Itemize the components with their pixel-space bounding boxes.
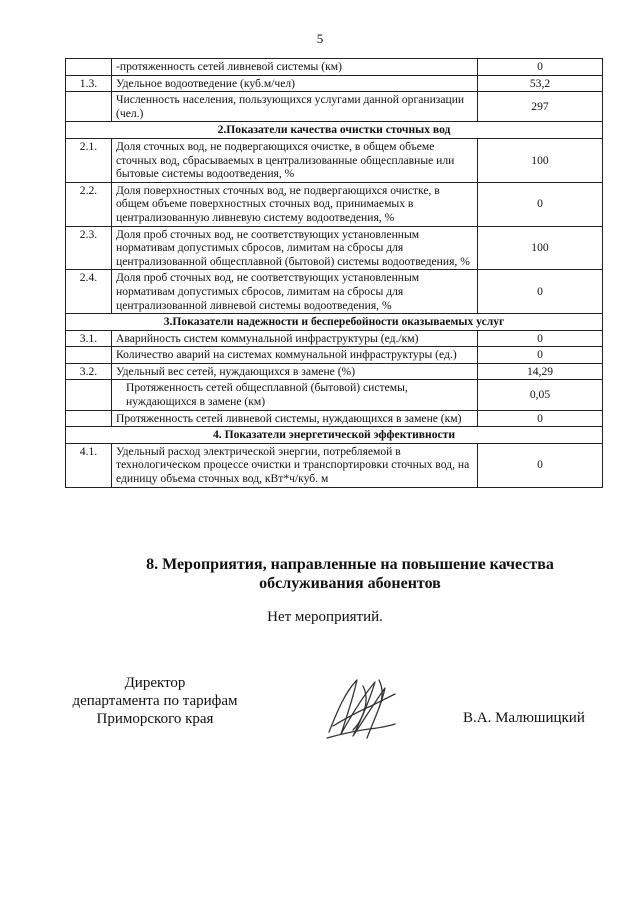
indicator-value: 297 bbox=[478, 92, 603, 122]
indicator-value: 0 bbox=[478, 443, 603, 487]
section-title: 3.Показатели надежности и бесперебойности оказываемых услуг bbox=[66, 314, 603, 331]
section-heading bbox=[0, 555, 640, 593]
row-number: 2.4. bbox=[66, 270, 112, 314]
indicator-name: Численность населения, пользующихся услугами данной организации (чел.) bbox=[112, 92, 478, 122]
indicator-name: Доля поверхностных сточных вод, не подвергающихся очистке, в общем объеме поверхностных сточных вод, принимаемых в централизованную ливневую систему водоотведения, % bbox=[112, 182, 478, 226]
handwritten-signature bbox=[323, 672, 399, 744]
table-row bbox=[66, 182, 603, 226]
row-number: 1.3. bbox=[66, 75, 112, 92]
section-title: 4. Показатели энергетической эффективности bbox=[66, 427, 603, 444]
indicator-name: Доля проб сточных вод, не соответствующих установленным нормативам допустимых сбросов, лимитам на сбросы для централизованной общесплавной (бытовой) системы водоотведения, % bbox=[112, 226, 478, 270]
row-number bbox=[66, 380, 112, 410]
row-number: 3.1. bbox=[66, 330, 112, 347]
indicator-value: 0 bbox=[478, 59, 603, 76]
row-number bbox=[66, 92, 112, 122]
indicator-value: 0 bbox=[478, 410, 603, 427]
table-row bbox=[66, 75, 603, 92]
row-number: 2.3. bbox=[66, 226, 112, 270]
table-row bbox=[66, 138, 603, 182]
table-row bbox=[66, 347, 603, 364]
table-row bbox=[66, 270, 603, 314]
table-section-header bbox=[66, 314, 603, 331]
indicator-name: -протяженность сетей ливневой системы (км) bbox=[112, 59, 478, 76]
section-title: 2.Показатели качества очистки сточных вод bbox=[66, 122, 603, 139]
indicator-name: Доля проб сточных вод, не соответствующих установленным нормативам допустимых сбросов, лимитам на сбросы для централизованной ливневой системы водоотведения, % bbox=[112, 270, 478, 314]
table-row bbox=[66, 363, 603, 380]
table-section-header bbox=[66, 427, 603, 444]
indicator-name: Количество аварий на системах коммунальной инфраструктуры (ед.) bbox=[112, 347, 478, 364]
table-row bbox=[66, 380, 603, 410]
table-row bbox=[66, 410, 603, 427]
row-number: 2.2. bbox=[66, 182, 112, 226]
row-number bbox=[66, 59, 112, 76]
indicator-value: 0 bbox=[478, 270, 603, 314]
indicator-name: Протяженность сетей ливневой системы, нуждающихся в замене (км) bbox=[112, 410, 478, 427]
indicator-value: 53,2 bbox=[478, 75, 603, 92]
row-number: 2.1. bbox=[66, 138, 112, 182]
table-section-header bbox=[66, 122, 603, 139]
page-number: 5 bbox=[316, 31, 324, 46]
indicator-value: 0,05 bbox=[478, 380, 603, 410]
section-heading-line-1: 8. Мероприятия, направленные на повышение качества bbox=[146, 556, 554, 573]
indicator-value: 100 bbox=[478, 138, 603, 182]
table-row bbox=[66, 443, 603, 487]
indicator-name: Аварийность систем коммунальной инфраструктуры (ед./км) bbox=[112, 330, 478, 347]
indicator-name: Удельный расход электрической энергии, потребляемой в технологическом процессе очистки и транспортировки сточных вод, на единицу объема сточных вод, кВт*ч/куб. м bbox=[112, 443, 478, 487]
row-number: 3.2. bbox=[66, 363, 112, 380]
indicators-table-body bbox=[66, 59, 603, 488]
row-number bbox=[66, 347, 112, 364]
table-row bbox=[66, 226, 603, 270]
position-line-2: департамента по тарифам bbox=[72, 693, 238, 709]
indicator-name: Доля сточных вод, не подвергающихся очистке, в общем объеме сточных вод, сбрасываемых в централизованные общесплавные или бытовые системы водоотведения, % bbox=[112, 138, 478, 182]
indicator-value: 0 bbox=[478, 347, 603, 364]
table-row bbox=[66, 330, 603, 347]
row-number: 4.1. bbox=[66, 443, 112, 487]
indicator-name: Удельное водоотведение (куб.м/чел) bbox=[112, 75, 478, 92]
position-line-1: Директор bbox=[124, 675, 186, 691]
signer-position bbox=[62, 674, 248, 728]
section-heading-line-2: обслуживания абонентов bbox=[259, 575, 441, 592]
table-row bbox=[66, 59, 603, 76]
indicator-value: 0 bbox=[478, 330, 603, 347]
indicator-value: 14,29 bbox=[478, 363, 603, 380]
indicator-name: Удельный вес сетей, нуждающихся в замене (%) bbox=[112, 363, 478, 380]
indicators-table bbox=[65, 58, 603, 488]
indicator-value: 0 bbox=[478, 182, 603, 226]
indicator-name: Протяженность сетей общесплавной (бытовой) системы, нуждающихся в замене (км) bbox=[112, 380, 478, 410]
row-number bbox=[66, 410, 112, 427]
table-row bbox=[66, 92, 603, 122]
no-measures-note: Нет мероприятий. bbox=[267, 609, 383, 625]
position-line-3: Приморского края bbox=[96, 711, 214, 727]
signer-name: В.А. Малюшицкий bbox=[463, 710, 585, 726]
indicator-value: 100 bbox=[478, 226, 603, 270]
